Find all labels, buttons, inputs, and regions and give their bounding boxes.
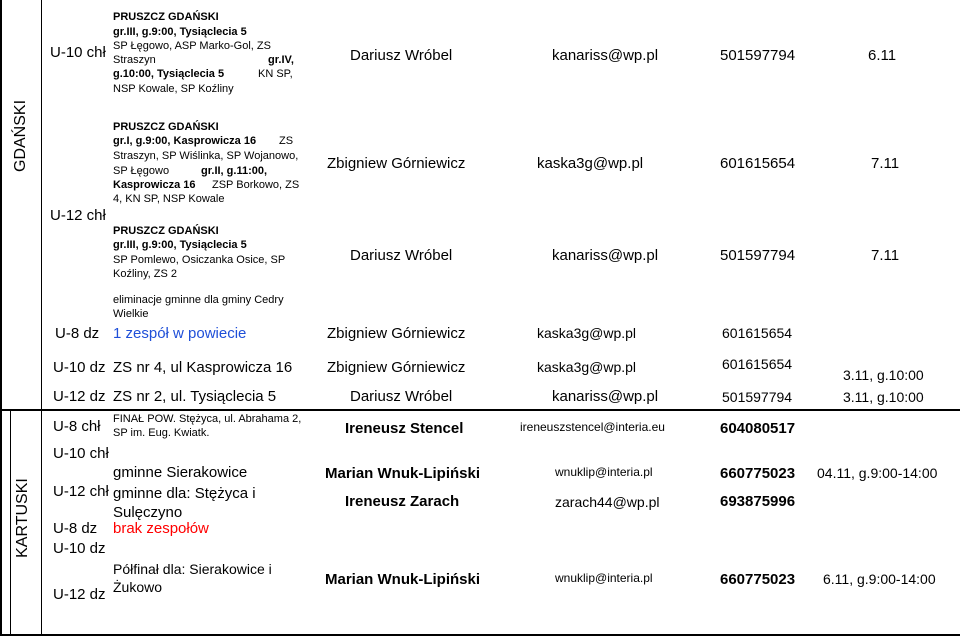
coach-email[interactable]: kanariss@wp.pl [552,47,659,64]
coach-phone: 601615654 [722,325,793,341]
venue-line: Straszyn [113,54,156,66]
venue-line: gr.III, g.9:00, Tysiąclecia 5 [113,239,247,251]
venue: ZS nr 2, ul. Tysiąclecia 5 [113,388,277,405]
coach-phone: 501597794 [722,389,793,405]
semifinal-venue: Półfinał dla: Sierakowice i Żukowo [113,561,272,595]
final-venue: FINAŁ POW. Stężyca, ul. Abrahama 2, SP im. Eug. Kwiatk. [113,413,302,439]
category-u10-dz: U-10 dz [53,359,106,376]
venue-line: gr.IV, [268,54,294,66]
category-u10-dz: U-10 dz [53,540,106,557]
coach-name: Zbigniew Górniewicz [327,155,466,172]
no-teams-note: brak zespołów [113,520,209,537]
coach-phone: 601615654 [720,155,796,172]
match-date: 6.11 [868,47,897,64]
match-date: 3.11, g.10:00 [843,389,924,405]
venue-line: g.10:00, Tysiąclecia 5 [113,68,225,80]
coach-email[interactable]: wnuklip@interia.pl [555,571,653,585]
match-date: 6.11, g.9:00-14:00 [823,571,936,587]
venue-gminne-2: gminne dla: Stężyca i Sulęczyno [113,485,256,521]
venue-gminne: gminne Sierakowice [113,464,248,481]
coach-name: Dariusz Wróbel [350,388,453,405]
coach-email[interactable]: kaska3g@wp.pl [537,155,644,172]
coach-phone: 660775023 [720,465,796,482]
kartuski-separator [0,409,960,411]
venue-line: PRUSZCZ GDAŃSKI [113,225,219,237]
venue-line: SP Pomlewo, Osiczanka Osice, SP [113,254,286,266]
coach-email[interactable]: ireneuszstencel@interia.eu [520,420,665,434]
coach-name: Ireneusz Stencel [345,420,464,437]
category-u10-chl: U-10 chł [50,44,106,61]
coach-email[interactable]: kanariss@wp.pl [552,247,659,264]
region-kartuski: KARTUSKI [14,478,31,558]
venue-line: SP Łęgowo [113,165,170,177]
venue-line: ZS [279,135,294,147]
match-date: 7.11 [871,155,900,172]
venue-line: KN SP, [258,68,293,80]
coach-email[interactable]: kanariss@wp.pl [552,388,659,405]
venue-line: NSP Kowale, SP Koźliny [113,83,234,95]
coach-phone: 604080517 [720,420,796,437]
category-u12-chl: U-12 chł [50,207,106,224]
region-divider [41,0,42,636]
coach-email[interactable]: kaska3g@wp.pl [537,325,637,341]
coach-email[interactable]: zarach44@wp.pl [555,494,660,510]
coach-phone: 501597794 [720,47,796,64]
venue-line: gr.I, g.9:00, Kasprowicza 16 [113,135,257,147]
coach-phone: 693875996 [720,493,796,510]
coach-name: Ireneusz Zarach [345,493,460,510]
coach-phone: 601615654 [722,356,793,372]
coach-email[interactable]: wnuklip@interia.pl [555,465,653,479]
coach-name: Zbigniew Górniewicz [327,325,466,342]
venue-line: gr.III, g.9:00, Tysiąclecia 5 [113,26,247,38]
coach-name: Dariusz Wróbel [350,247,453,264]
venue-line: Koźliny, ZS 2 [113,268,177,280]
venue-line: PRUSZCZ GDAŃSKI [113,11,219,23]
category-u8-dz: U-8 dz [53,520,98,537]
match-date: 3.11, g.10:00 [843,367,924,383]
category-u12-dz: U-12 dz [53,586,106,603]
coach-name: Zbigniew Górniewicz [327,359,466,376]
venue-line: Straszyn, SP Wiślinka, SP Wojanowo, [113,150,299,162]
coach-email[interactable]: kaska3g@wp.pl [537,359,637,375]
venue-line: 4, KN SP, NSP Kowale [113,193,225,205]
category-u8-dz: U-8 dz [55,325,100,342]
venue: ZS nr 4, ul Kasprowicza 16 [113,359,293,376]
venue-line: PRUSZCZ GDAŃSKI [113,121,219,133]
left-border [0,0,2,636]
match-date: 7.11 [871,247,900,264]
venue-line: SP Łęgowo, ASP Marko-Gol, ZS [113,40,271,52]
category-u12-chl: U-12 chł [53,483,109,500]
category-u10-chl: U-10 chł [53,445,109,462]
venue-line: Kasprowicza 16 [113,179,196,191]
kartuski-inner-left [10,411,11,634]
coach-phone: 501597794 [720,247,796,264]
match-date: 04.11, g.9:00-14:00 [817,465,938,481]
venue-line: gr.II, g.11:00, [201,165,268,177]
venue-line: ZSP Borkowo, ZS [212,179,300,191]
coach-name: Dariusz Wróbel [350,47,453,64]
category-u12-dz: U-12 dz [53,388,106,405]
coach-name: Marian Wnuk-Lipiński [325,465,481,482]
coach-phone: 660775023 [720,571,796,588]
team-note: 1 zespół w powiecie [113,325,247,342]
elimination-note: eliminacje gminne dla gminy Cedry Wielkie [113,294,284,320]
coach-name: Marian Wnuk-Lipiński [325,571,481,588]
category-u8-chl: U-8 chł [53,418,101,435]
region-gdanski: GDAŃSKI [12,99,29,172]
